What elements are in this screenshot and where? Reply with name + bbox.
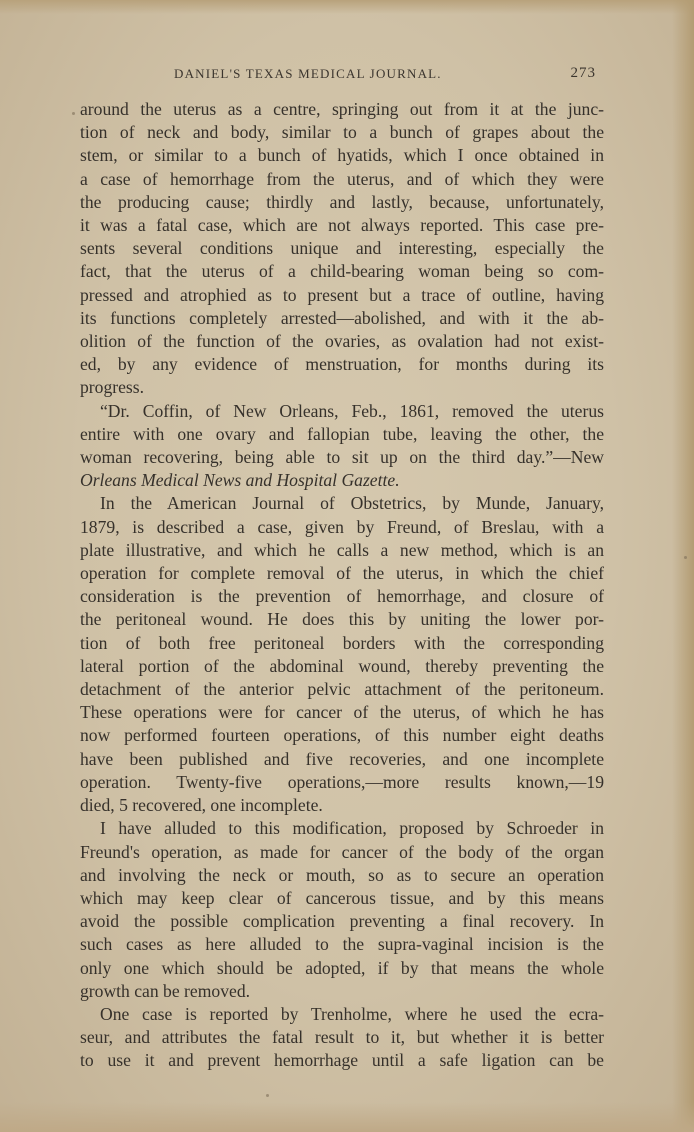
text-line: Orleans Medical News and Hospital Gazette. [80, 470, 400, 491]
paragraph [80, 1003, 604, 1073]
text-line: only one which should be adopted, if by that means the whole [80, 957, 604, 978]
paragraph [80, 817, 604, 1003]
text-line: died, 5 recovered, one incomplete. [80, 795, 323, 816]
ink-speck [684, 556, 687, 559]
text-line: woman recovering, being able to sit up on the third day.”—New [80, 447, 604, 468]
page-number: 273 [570, 65, 596, 81]
text-line: the producing cause; thirdly and lastly, because, unfortunately, [80, 191, 604, 212]
text-line: plate illustrative, and which he calls a new method, which is an [80, 539, 604, 560]
body-text [80, 98, 604, 1073]
text-line: avoid the possible complication preventing a final recovery. In [80, 911, 604, 932]
text-line: around the uterus as a centre, springing out from it at the junc- [80, 99, 604, 119]
text-line: which may keep clear of cancerous tissue, and by this means [80, 887, 604, 908]
text-line: I have alluded to this modification, proposed by Schroeder in [100, 818, 604, 839]
text-line: stem, or similar to a bunch of hyatids, which I once obtained in [80, 145, 604, 166]
text-line: seur, and attributes the fatal result to it, but whether it is better [80, 1027, 604, 1048]
text-line: have been published and five recoveries, and one incomplete [80, 748, 604, 769]
text-line: and involving the neck or mouth, so as to secure an operation [80, 864, 604, 885]
text-line: In the American Journal of Obstetrics, by Munde, January, [100, 493, 604, 514]
text-line: now performed fourteen operations, of this number eight deaths [80, 725, 604, 746]
text-line: a case of hemorrhage from the uterus, and of which they were [80, 168, 604, 189]
text-line: pressed and atrophied as to present but a trace of outline, having [80, 284, 604, 305]
text-line: growth can be removed. [80, 980, 251, 1001]
text-line: tion of both free peritoneal borders with the corresponding [80, 632, 604, 653]
text-line: fact, that the uterus of a child-bearing woman being so com- [80, 261, 604, 282]
text-line: its functions completely arrested—abolished, and with it the ab- [80, 307, 604, 328]
text-line: lateral portion of the abdominal wound, thereby preventing the [80, 655, 604, 676]
text-line: sents several conditions unique and interesting, especially the [80, 238, 604, 259]
running-title: DANIEL'S TEXAS MEDICAL JOURNAL. [174, 66, 442, 81]
text-line: operation. Twenty-five operations,—more results known,—19 [80, 771, 604, 792]
text-line: These operations were for cancer of the uterus, of which he has [80, 702, 604, 723]
text-line: it was a fatal case, which are not always reported. This case pre- [80, 215, 604, 236]
text-line: progress. [80, 377, 145, 398]
text-line: to use it and prevent hemorrhage until a safe ligation can be [80, 1050, 604, 1071]
page-header [80, 66, 600, 88]
text-line: consideration is the prevention of hemorrhage, and closure of [80, 586, 604, 607]
paragraph [80, 492, 604, 817]
text-line: the peritoneal wound. He does this by uniting the lower por- [80, 609, 604, 630]
page-edge-right [672, 0, 694, 1132]
text-line: Freund's operation, as made for cancer of the body of the organ [80, 841, 604, 862]
text-line: operation for complete removal of the uterus, in which the chief [80, 563, 604, 584]
page-edge-bottom [0, 1102, 694, 1132]
ink-speck [72, 112, 75, 115]
text-line: ed, by any evidence of menstruation, for months during its [80, 354, 604, 375]
paragraph [80, 400, 604, 493]
ink-speck [266, 1094, 269, 1097]
page-edge-top [0, 0, 694, 14]
text-line: detachment of the anterior pelvic attachment of the peritoneum. [80, 679, 604, 700]
paragraph [80, 98, 604, 400]
text-line: such cases as here alluded to the supra-vaginal incision is the [80, 934, 604, 955]
text-line: One case is reported by Trenholme, where he used the ecra- [100, 1003, 604, 1024]
text-line: tion of neck and body, similar to a bunch of grapes about the [80, 122, 604, 143]
text-line: entire with one ovary and fallopian tube, leaving the other, the [80, 423, 604, 444]
text-line: olition of the function of the ovaries, as ovalation had not exist- [80, 331, 604, 352]
text-line: “Dr. Coffin, of New Orleans, Feb., 1861, removed the uterus [100, 400, 604, 421]
text-line: 1879, is described a case, given by Freund, of Breslau, with a [80, 516, 604, 537]
